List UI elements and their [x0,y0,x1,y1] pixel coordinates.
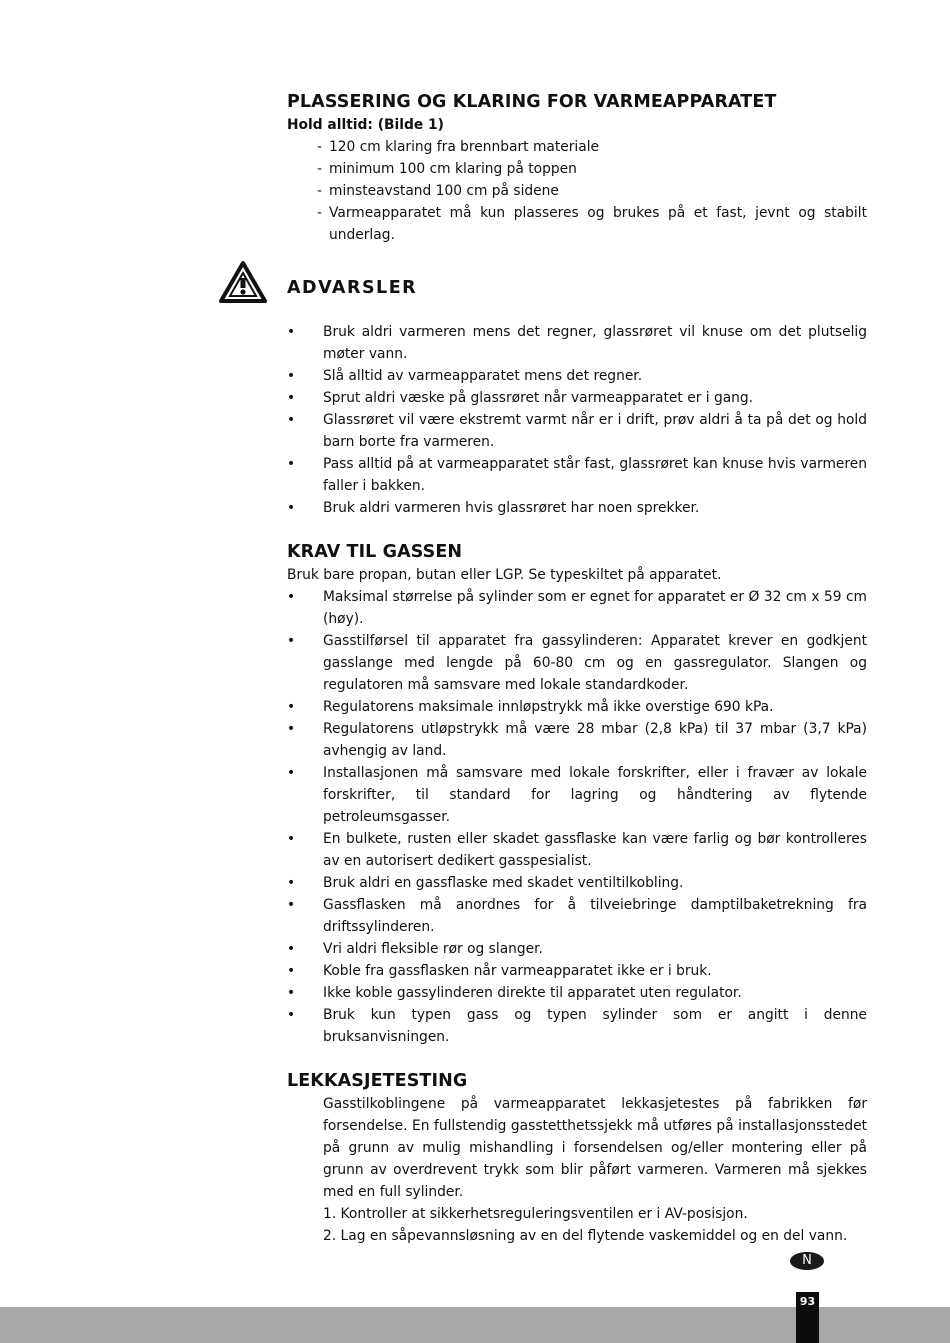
warning-triangle-icon [218,260,268,304]
list-item: • Vri aldri fleksible rør og slanger. [287,938,867,960]
gas-intro: Bruk bare propan, butan eller LGP. Se typeskiltet på apparatet. [287,567,722,583]
list-item: • Glassrøret vil være ekstremt varmt når er i drift, prøv aldri å ta på det og hold barn borte fra varmeren. [287,409,867,453]
leak-title: LEKKASJETESTING [287,1071,468,1091]
leak-testing-section [287,1069,867,1247]
list-item: • Installasjonen må samsvare med lokale forskrifter, eller i fravær av lokale forskrifter, til standard for lagring og håndtering av flytende petroleumsgasser. [287,762,867,828]
gas-title: KRAV TIL GASSEN [287,542,463,562]
list-item: - Varmeapparatet må kun plasseres og brukes på et fast, jevnt og stabilt underlag. [317,202,867,246]
list-item: • Bruk kun typen gass og typen sylinder som er angitt i denne bruksanvisningen. [287,1004,867,1048]
document-body [287,90,867,1247]
leak-paragraph: Gasstilkoblingene på varmeapparatet lekkasjetestes på fabrikken før forsendelse. En fullstendig gasstetthetssjekk må utføres på installasjonsstedet på grunn av mulig mishandling i forsendelsen og/eller montering eller på grunn av overdrevent trykk som blir påført varmeren. Varmeren må sjekkes med en full sylinder. [323,1096,867,1200]
list-item: • Ikke koble gassylinderen direkte til apparatet uten regulator. [287,982,867,1004]
list-item: • Bruk aldri varmeren hvis glassrøret har noen sprekker. [287,497,867,519]
placement-list [287,136,867,246]
leak-step: 1. Kontroller at sikkerhetsreguleringsventilen er i AV-posisjon. [323,1206,748,1222]
list-item: - minsteavstand 100 cm på sidene [317,180,867,202]
list-item: • Sprut aldri væske på glassrøret når varmeapparatet er i gang. [287,387,867,409]
list-item: • Maksimal størrelse på sylinder som er egnet for apparatet er Ø 32 cm x 59 cm (høy). [287,586,867,630]
page-number: 93 [796,1292,819,1343]
warnings-section [287,276,867,519]
list-item: • En bulkete, rusten eller skadet gassflaske kan være farlig og bør kontrolleres av en autorisert dedikert gasspesialist. [287,828,867,872]
list-item: • Slå alltid av varmeapparatet mens det regner. [287,365,867,387]
list-item: • Bruk aldri en gassflaske med skadet ventiltilkobling. [287,872,867,894]
placement-title: PLASSERING OG KLARING FOR VARMEAPPARATET [287,92,777,112]
warnings-list [287,321,867,519]
list-item: • Koble fra gassflasken når varmeapparatet ikke er i bruk. [287,960,867,982]
list-item: • Pass alltid på at varmeapparatet står fast, glassrøret kan knuse hvis varmeren faller i bakken. [287,453,867,497]
list-item: • Gasstilførsel til apparatet fra gassylinderen: Apparatet krever en godkjent gasslange med lengde på 60-80 cm og en gassregulator. Slangen og regulatoren må samsvare med lokale standardkoder. [287,630,867,696]
placement-subtitle: Hold alltid: (Bilde 1) [287,117,444,133]
gas-list [287,586,867,1048]
list-item: - 120 cm klaring fra brennbart materiale [317,136,867,158]
placement-section [287,90,867,246]
leak-step: 2. Lag en såpevannsløsning av en del flytende vaskemiddel og en del vann. [323,1228,848,1244]
gas-requirements-section [287,540,867,1048]
list-item: • Regulatorens maksimale innløpstrykk må ikke overstige 690 kPa. [287,696,867,718]
list-item: • Gassflasken må anordnes for å tilveiebringe damptilbaketrekning fra driftssylinderen. [287,894,867,938]
warnings-title: ADVARSLER [287,278,418,298]
list-item: - minimum 100 cm klaring på toppen [317,158,867,180]
language-badge: N [790,1252,824,1270]
list-item: • Bruk aldri varmeren mens det regner, glassrøret vil knuse om det plutselig møter vann. [287,321,867,365]
list-item: • Regulatorens utløpstrykk må være 28 mbar (2,8 kPa) til 37 mbar (3,7 kPa) avhengig av land. [287,718,867,762]
